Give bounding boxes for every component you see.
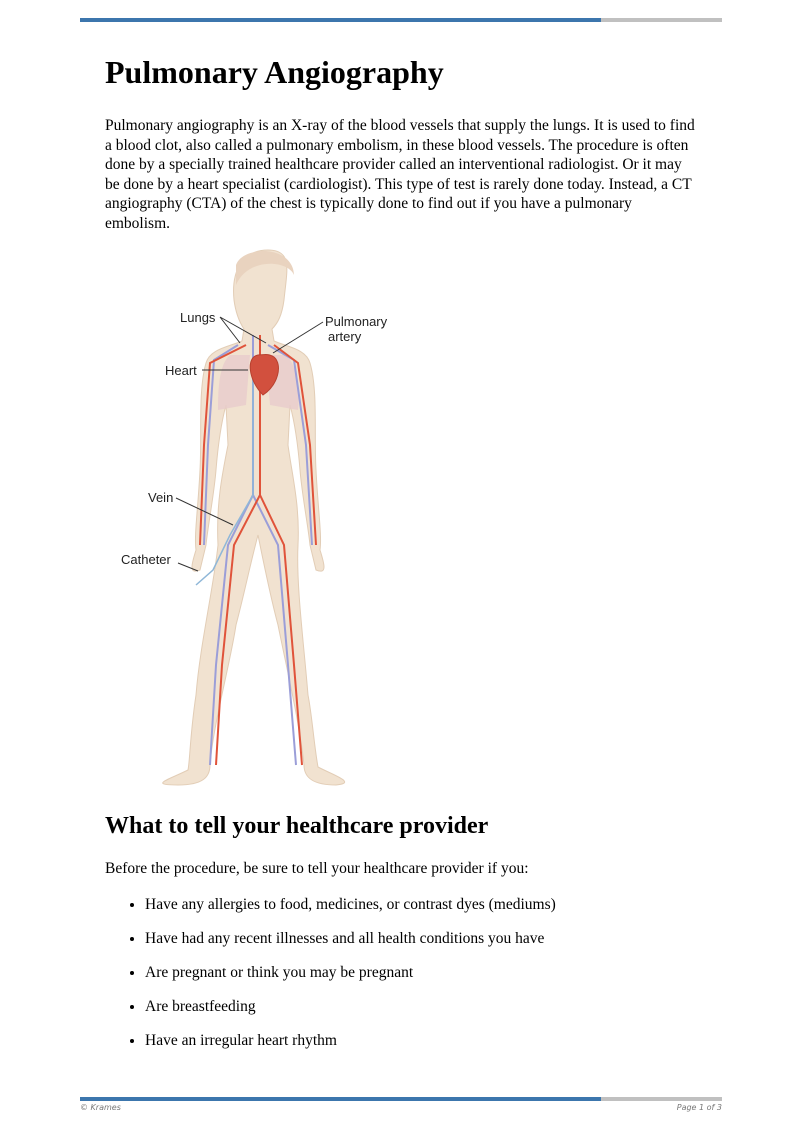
header-progress-bar — [80, 18, 722, 22]
label-vein: Vein — [148, 490, 174, 505]
list-item: • Are pregnant or think you may be pregnant — [145, 963, 556, 997]
list-item: • Are breastfeeding — [145, 997, 556, 1031]
footer-progress-bar — [80, 1097, 722, 1101]
page-title: Pulmonary Angiography — [105, 54, 444, 90]
section-heading: What to tell your healthcare provider — [105, 813, 489, 839]
body-silhouette — [163, 250, 345, 785]
label-lungs: Lungs — [180, 310, 216, 325]
provider-info-list — [105, 895, 556, 1065]
pulmonary-angiography-illustration — [118, 245, 388, 790]
label-catheter: Catheter — [121, 552, 171, 567]
label-pulmonary-artery-line2: artery — [328, 329, 362, 344]
intro-paragraph: Pulmonary angiography is an X-ray of the blood vessels that supply the lungs. It is used to find a blood clot, also called a pulmonary embolism, in these blood vessels. The procedure is often done by a specially trained healthcare provider called an interventional radiologist. Or it may be done by a heart specialist (cardiologist). This type of test is rarely done today. Instead, a CT angiography (CTA) of the chest is typically done to find out if you have a pulmonary embolism. — [105, 117, 695, 232]
label-heart: Heart — [165, 363, 197, 378]
section-lead: Before the procedure, be sure to tell your healthcare provider if you: — [105, 860, 529, 877]
header-bar-fill — [80, 18, 601, 22]
list-item: • Have any allergies to food, medicines, or contrast dyes (mediums) — [145, 895, 556, 929]
list-item: • Have had any recent illnesses and all health conditions you have — [145, 929, 556, 963]
footer-copyright: © Krames — [80, 1103, 121, 1112]
list-item: • Have an irregular heart rhythm — [145, 1031, 556, 1065]
footer-page-number: Page 1 of 3 — [676, 1103, 722, 1112]
label-pulmonary-artery-line1: Pulmonary — [325, 314, 388, 329]
footer-bar-fill — [80, 1097, 601, 1101]
